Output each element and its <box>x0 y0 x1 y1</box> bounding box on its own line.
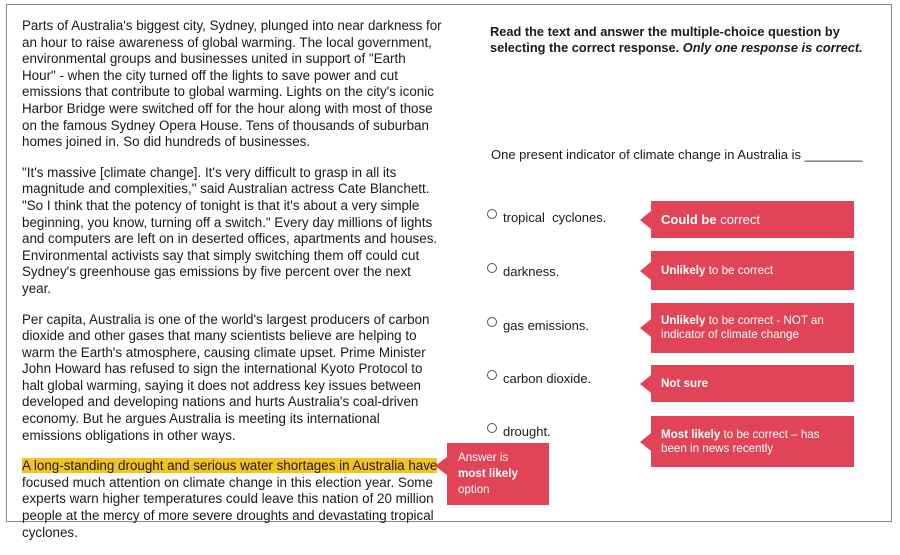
instruction-bold: Read the text and answer the multiple-choice question by selecting the correct response. <box>490 24 840 55</box>
callout-bold: Unlikely <box>661 314 706 327</box>
callout-bold: Not sure <box>661 376 709 390</box>
callout-bold: Unlikely <box>661 263 706 277</box>
option-label: tropical cyclones. <box>503 210 607 225</box>
instruction-italic: Only one response is correct. <box>682 40 863 55</box>
highlighted-sentence: A long-standing drought and serious water shortages in Australia have <box>22 458 438 474</box>
radio-button[interactable] <box>487 370 497 380</box>
passage-paragraph-2: "It's massive [climate change]. It's very difficult to grasp in all its magnitude and complexities," said Australian actress Cate Blanchett. "So I think that the potency of tonight is that it's about a very simple beginning, you know, turning off a switch." Every day millions of lights and computers are left on in deserted offices, apartments and houses. Environmental activists say that simply switching them off could cut Sydney's greenhouse gas emissions by five percent over the next year. <box>22 164 438 296</box>
callout-most-likely <box>651 416 854 467</box>
option-label: carbon dioxide. <box>503 371 592 386</box>
passage-paragraph-4 <box>22 458 442 541</box>
radio-button[interactable] <box>487 209 497 219</box>
answer-note-line-1: Answer is <box>458 451 509 464</box>
passage-paragraph-4-rest: focused much attention on climate change in this election year. Some experts warn higher temperatures could leave this nation of 20 million people at the mercy of more severe droughts and devastating tropical cyclones. <box>22 474 434 540</box>
option-label: gas emissions. <box>503 318 589 333</box>
callout-rest: correct <box>716 211 760 227</box>
radio-button[interactable] <box>487 263 497 273</box>
callout-unlikely-not-indicator <box>651 303 854 353</box>
radio-button[interactable] <box>487 317 497 327</box>
instruction-text <box>490 24 870 56</box>
callout-bold: Most likely <box>661 427 721 441</box>
callout-rest: to be correct <box>705 263 774 277</box>
option-gas-emissions[interactable] <box>487 318 589 333</box>
passage-paragraph-3: Per capita, Australia is one of the world's largest producers of carbon dioxide and other gases that many scientists believe are helping to warm the Earth's atmosphere, causing climate upset. Prime Minister John Howard has refused to sign the international Kyoto Protocol to halt global warming, saying it does not address key issues between developed and developing nations and hurts Australia's coal-driven economy. But he argues Australia is meeting its international emissions obligations in other ways. <box>22 311 430 443</box>
callout-could-be-correct <box>651 201 854 238</box>
callout-rest: to be correct – has been in news recently <box>661 427 820 455</box>
option-label: drought. <box>503 424 551 439</box>
option-carbon-dioxide[interactable] <box>487 371 591 386</box>
callout-rest: to be correct - NOT an indicator of climate change <box>661 314 824 341</box>
option-drought[interactable] <box>487 424 551 439</box>
answer-note-bold: most likely <box>458 467 518 480</box>
answer-note-line-3: option <box>458 483 490 496</box>
callout-unlikely-darkness <box>651 251 854 290</box>
option-darkness[interactable] <box>487 264 559 279</box>
question-stem: One present indicator of climate change in Australia is ________ <box>491 147 863 162</box>
reading-passage <box>22 18 442 555</box>
callout-bold: Could be <box>661 211 717 227</box>
passage-paragraph-1: Parts of Australia's biggest city, Sydney, plunged into near darkness for an hour to raise awareness of global warming. The local government, environmental groups and businesses united in support of "Earth Hour" - when the city turned off the lights to save power and cut emissions that contribute to global warming. Lights on the city's iconic Harbor Bridge were switched off for the hour along with most of those on the famous Sydney Opera House. Tens of thousands of suburban homes joined in. So did hundreds of businesses. <box>22 18 442 150</box>
option-label: darkness. <box>503 264 560 279</box>
radio-button[interactable] <box>487 423 497 433</box>
callout-not-sure <box>651 365 854 402</box>
option-tropical-cyclones[interactable] <box>487 210 606 225</box>
answer-note-callout <box>447 443 549 505</box>
